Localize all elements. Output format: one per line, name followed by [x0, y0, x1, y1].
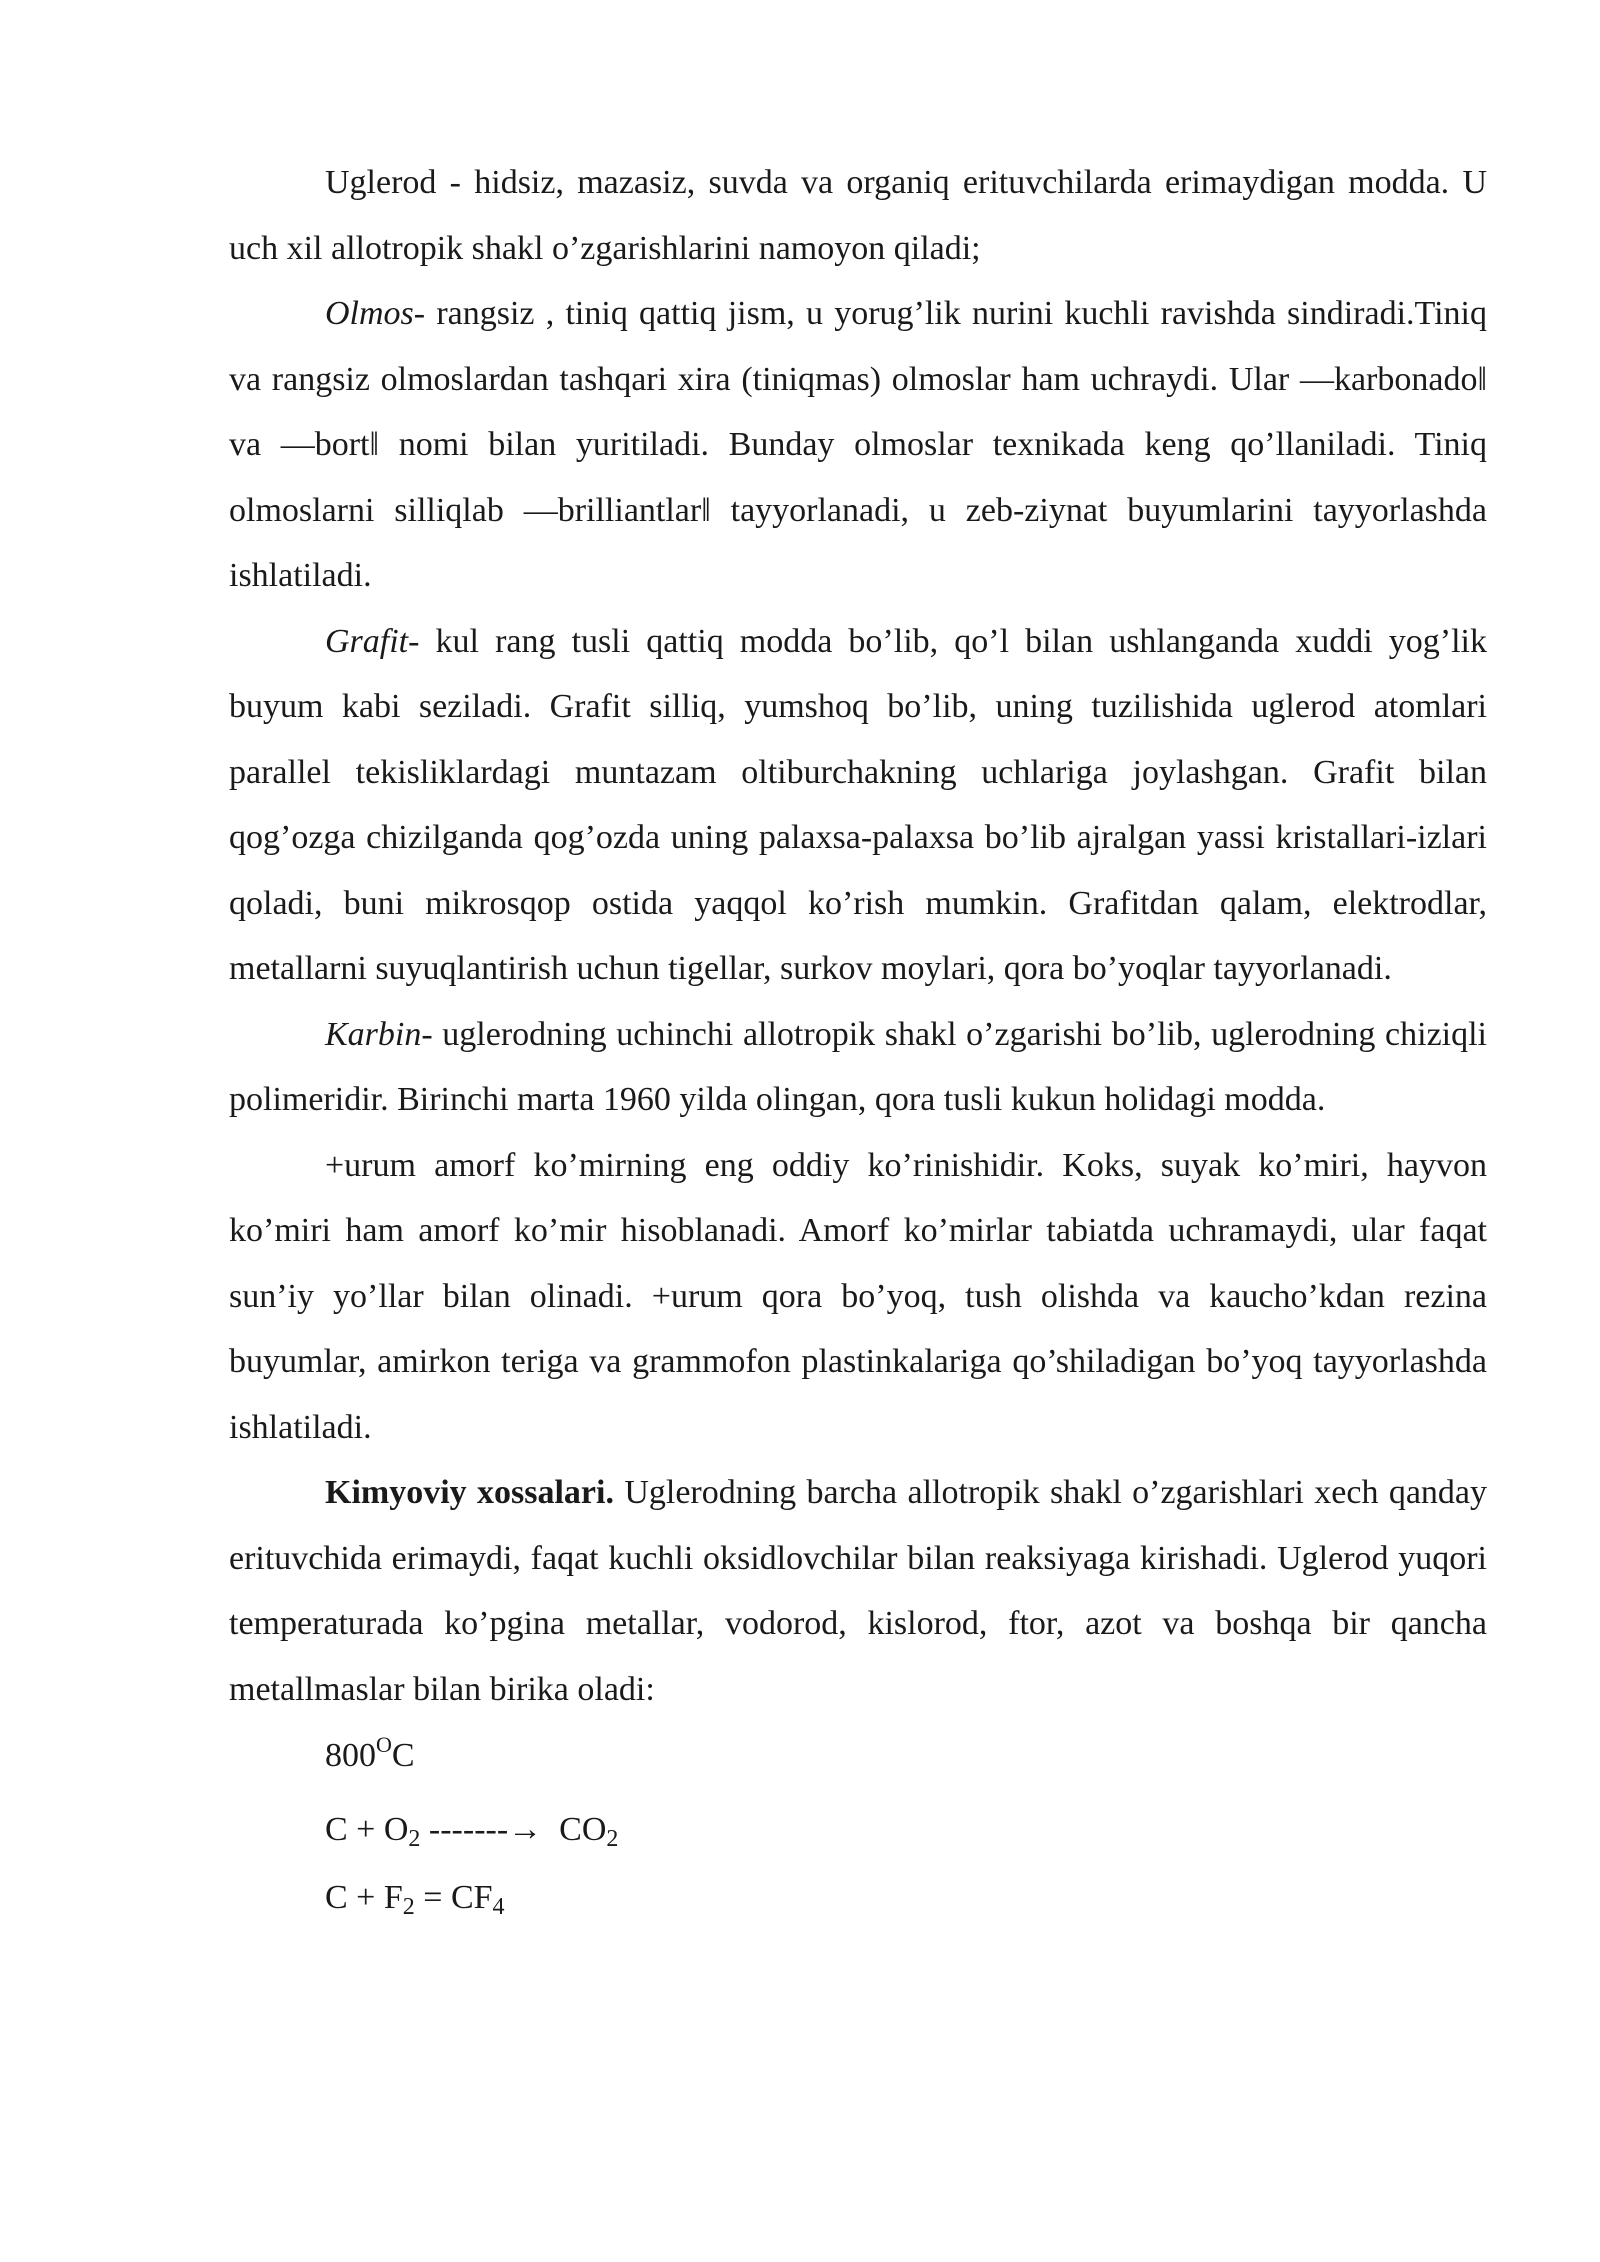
paragraph-olmos	[229, 281, 1487, 609]
temperature-unit: C	[391, 1737, 415, 1774]
eq1-subscript-co2: 2	[606, 1826, 619, 1852]
paragraph-karbin	[229, 1002, 1487, 1133]
equation-carbon-oxygen	[229, 1798, 1487, 1862]
term-grafit: Grafit	[325, 622, 409, 660]
paragraph-chemical-properties-text: Uglerodning barcha allotropik shakl o’zgarishlari xech qanday erituvchida erimaydi, faqat kuchli oksidlovchilar bilan reaksiyaga kirishadi. Uglerod yuqori temperaturada ko’pgina metallar, vodorod, kislorod, ftor, azot va boshqa bir qancha metallmaslar bilan birika oladi:	[229, 1474, 1488, 1708]
eq2-product: = CF	[414, 1879, 493, 1916]
eq2-subscript-f2: 2	[402, 1894, 415, 1920]
reaction-temperature	[229, 1724, 1487, 1788]
eq1-subscript-o2: 2	[408, 1826, 421, 1852]
term-karbin: Karbin	[325, 1015, 422, 1053]
term-olmos: Olmos	[325, 295, 414, 332]
paragraph-intro-text: Uglerod - hidsiz, mazasiz, suvda va organiq erituvchilarda erimaydigan modda. U uch xil allotropik shakl o’zgarishlarini namoyon qiladi;	[229, 164, 1487, 267]
paragraph-karbin-text: - uglerodning uchinchi allotropik shakl o’zgarishi bo’lib, uglerodning chiziqli polimeridir. Birinchi marta 1960 yilda olingan, qora tusli kukun holidagi modda.	[229, 1015, 1487, 1118]
eq1-product: CO	[559, 1811, 607, 1848]
equation-carbon-fluorine	[229, 1866, 1487, 1930]
paragraph-qurum	[229, 1133, 1487, 1461]
paragraph-grafit	[229, 609, 1487, 1002]
paragraph-olmos-text: - rangsiz , tiniq qattiq jism, u yorug’lik nurini kuchli ravishda sindiradi.Tiniq va rangsiz olmoslardan tashqari xira (tiniqmas) olmoslar ham uchraydi. Ular ―karbonado‖ va ―bort‖ nomi bilan yuritiladi. Bunday olmoslar texnikada keng qo’llaniladi. Tiniq olmoslarni silliqlab ―brilliantlar‖ tayyorlanadi, u zeb-ziynat buyumlarini tayyorlashda ishlatiladi.	[229, 295, 1487, 594]
reaction-arrow: -------→	[420, 1811, 560, 1848]
eq1-reactants: C + O	[325, 1811, 409, 1848]
degree-mark: O	[376, 1732, 392, 1757]
temperature-value: 800	[325, 1737, 376, 1774]
paragraph-qurum-text: +urum amorf ko’mirning eng oddiy ko’rinishidir. Koks, suyak ko’miri, hayvon ko’miri ham amorf ko’mir hisoblanadi. Amorf ko’mirlar tabiatda uchramaydi, ular faqat sun’iy yo’llar bilan olinadi. +urum qora bo’yoq, tush olishda va kaucho’kdan rezina buyumlar, amirkon teriga va grammofon plastinkalariga qo’shiladigan bo’yoq tayyorlashda ishlatiladi.	[229, 1146, 1487, 1446]
document-page	[229, 150, 1487, 1930]
eq2-reactants: C + F	[325, 1879, 403, 1916]
eq2-subscript-cf4: 4	[492, 1894, 505, 1920]
paragraph-grafit-text: - kul rang tusli qattiq modda bo’lib, qo’l bilan ushlanganda xuddi yog’lik buyum kabi seziladi. Grafit silliq, yumshoq bo’lib, uning tuzilishida uglerod atomlari parallel tekisliklardagi muntazam oltiburchakning uchlariga joylashgan. Grafit bilan qog’ozga chizilganda qog’ozda uning palaxsa-palaxsa bo’lib ajralgan yassi kristallari-izlari qoladi, buni mikrosqop ostida yaqqol ko’rish mumkin. Grafitdan qalam, elektrodlar, metallarni suyuqlantirish uchun tigellar, surkov moylari, qora bo’yoqlar tayyorlanadi.	[229, 622, 1487, 987]
paragraph-intro	[229, 150, 1487, 281]
section-heading-chemical-properties: Kimyoviy xossalari.	[325, 1474, 614, 1511]
paragraph-chemical-properties	[229, 1460, 1487, 1722]
